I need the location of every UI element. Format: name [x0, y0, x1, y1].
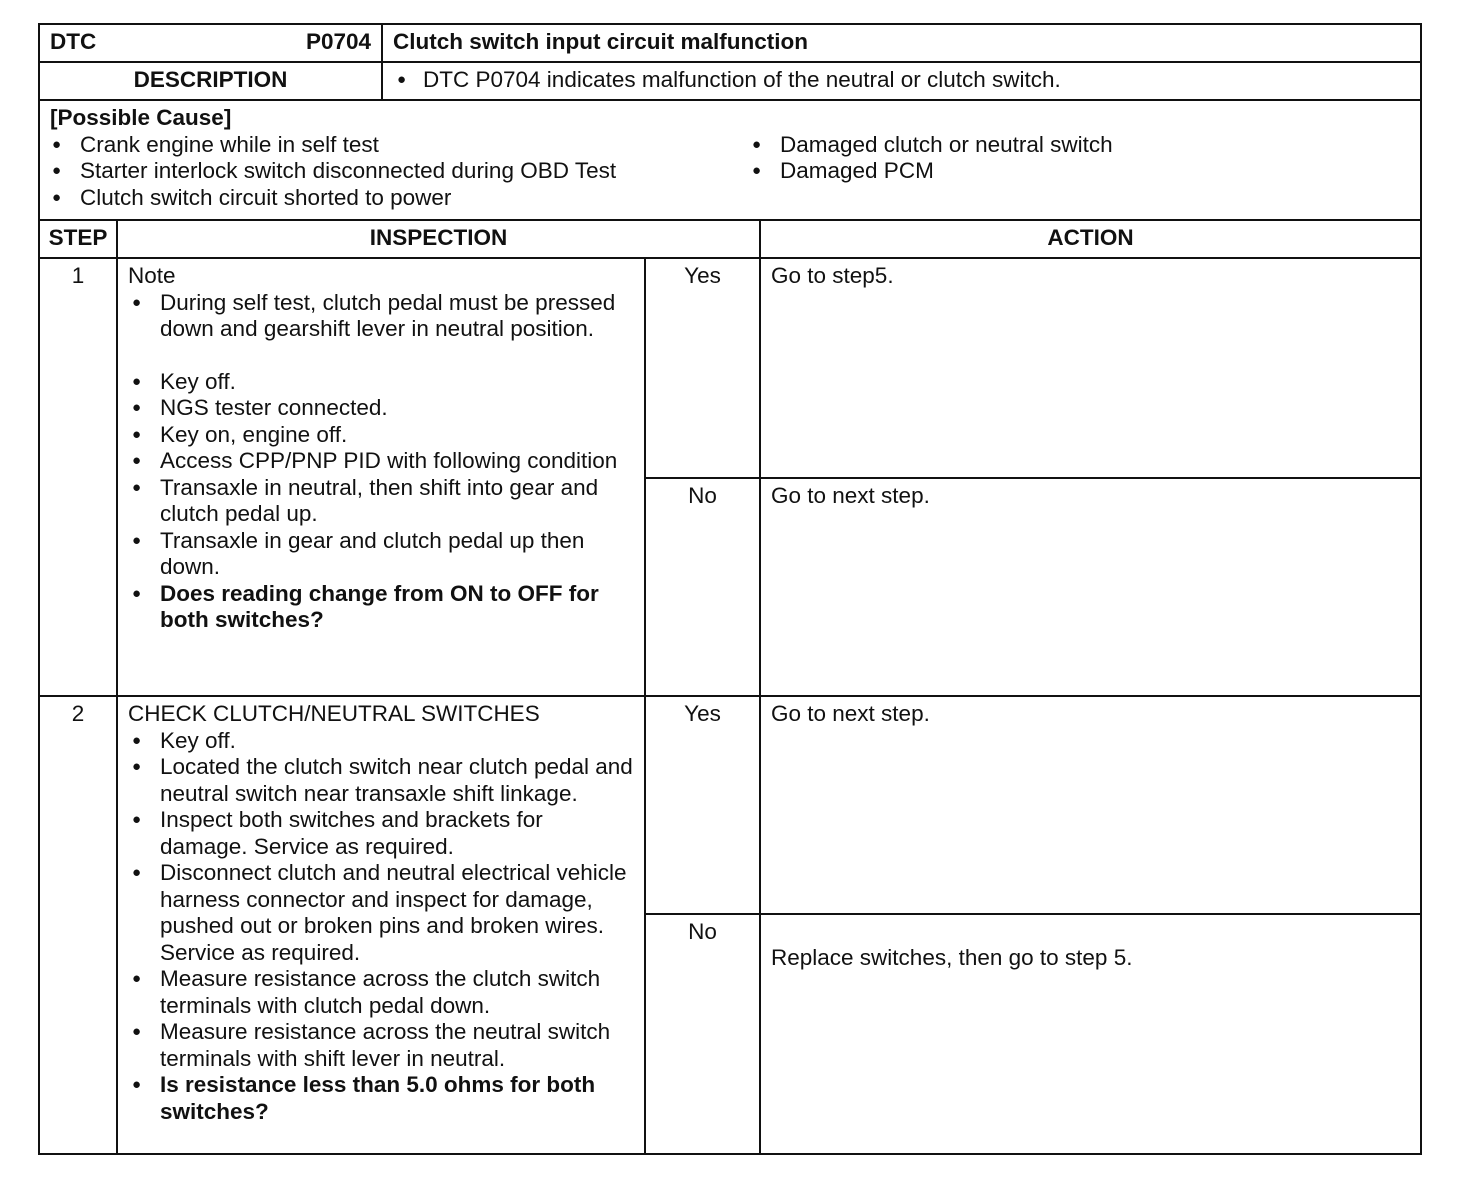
- step-2-items: [128, 728, 634, 1126]
- yes-label: Yes: [645, 696, 760, 914]
- dtc-table: [38, 23, 1422, 1155]
- column-header-step: STEP: [39, 220, 117, 258]
- inspection-item: ● Measure resistance across the clutch switch terminals with clutch pedal down.: [128, 966, 634, 1019]
- possible-cause-item: ● Damaged PCM: [750, 158, 1410, 185]
- step-2-inspection: [117, 696, 645, 1154]
- step-1-items: [128, 369, 634, 634]
- step-1-inspection: [117, 258, 645, 696]
- column-header-inspection: INSPECTION: [117, 220, 760, 258]
- no-label: No: [645, 914, 760, 1154]
- dtc-label: DTC: [50, 29, 97, 54]
- dtc-code-cell: [39, 24, 382, 62]
- no-action: Replace switches, then go to step 5.: [760, 914, 1421, 1154]
- inspection-item: ● Transaxle in gear and clutch pedal up then down.: [128, 528, 634, 581]
- possible-cause-item: ● Clutch switch circuit shorted to power: [50, 185, 750, 212]
- dtc-document: [38, 23, 1420, 1155]
- description-label: DESCRIPTION: [39, 62, 382, 100]
- step-number: 1: [39, 258, 117, 696]
- possible-cause-item: ● Damaged clutch or neutral switch: [750, 132, 1410, 159]
- inspection-item: ● Disconnect clutch and neutral electrical vehicle harness connector and inspect for damage, pushed out or broken pins and broken wires. Service as required.: [128, 860, 634, 966]
- possible-cause-cell: [39, 100, 1421, 220]
- possible-cause-heading: [Possible Cause]: [50, 105, 232, 130]
- step-1-title: Note: [128, 263, 176, 288]
- inspection-item: ● Key off.: [128, 728, 634, 755]
- inspection-item: ● Key off.: [128, 369, 634, 396]
- step-number: 2: [39, 696, 117, 1154]
- description-text: ● DTC P0704 indicates malfunction of the neutral or clutch switch.: [393, 67, 1410, 94]
- dtc-title: Clutch switch input circuit malfunction: [382, 24, 1421, 62]
- possible-cause-right-list: [750, 132, 1410, 212]
- inspection-item: ● Access CPP/PNP PID with following condition: [128, 448, 634, 475]
- no-action: Go to next step.: [760, 478, 1421, 696]
- description-text-cell: [382, 62, 1421, 100]
- yes-action: Go to next step.: [760, 696, 1421, 914]
- inspection-question: ● Is resistance less than 5.0 ohms for both switches?: [128, 1072, 634, 1125]
- inspection-item: ● Measure resistance across the neutral switch terminals with shift lever in neutral.: [128, 1019, 634, 1072]
- column-header-action: ACTION: [760, 220, 1421, 258]
- inspection-question: ● Does reading change from ON to OFF for both switches?: [128, 581, 634, 634]
- inspection-item: ● Transaxle in neutral, then shift into gear and clutch pedal up.: [128, 475, 634, 528]
- yes-label: Yes: [645, 258, 760, 478]
- step-2-title: CHECK CLUTCH/NEUTRAL SWITCHES: [128, 701, 540, 726]
- possible-cause-item: ● Crank engine while in self test: [50, 132, 750, 159]
- no-label: No: [645, 478, 760, 696]
- possible-cause-left-list: [50, 132, 750, 212]
- step-1-note-list: [128, 290, 634, 343]
- inspection-item: ● Key on, engine off.: [128, 422, 634, 449]
- inspection-item: ● Located the clutch switch near clutch pedal and neutral switch near transaxle shift linkage.: [128, 754, 634, 807]
- step-1-note: ● During self test, clutch pedal must be pressed down and gearshift lever in neutral position.: [128, 290, 634, 343]
- yes-action: Go to step5.: [760, 258, 1421, 478]
- possible-cause-item: ● Starter interlock switch disconnected during OBD Test: [50, 158, 750, 185]
- dtc-code: P0704: [305, 29, 371, 54]
- inspection-item: ● NGS tester connected.: [128, 395, 634, 422]
- inspection-item: ● Inspect both switches and brackets for damage. Service as required.: [128, 807, 634, 860]
